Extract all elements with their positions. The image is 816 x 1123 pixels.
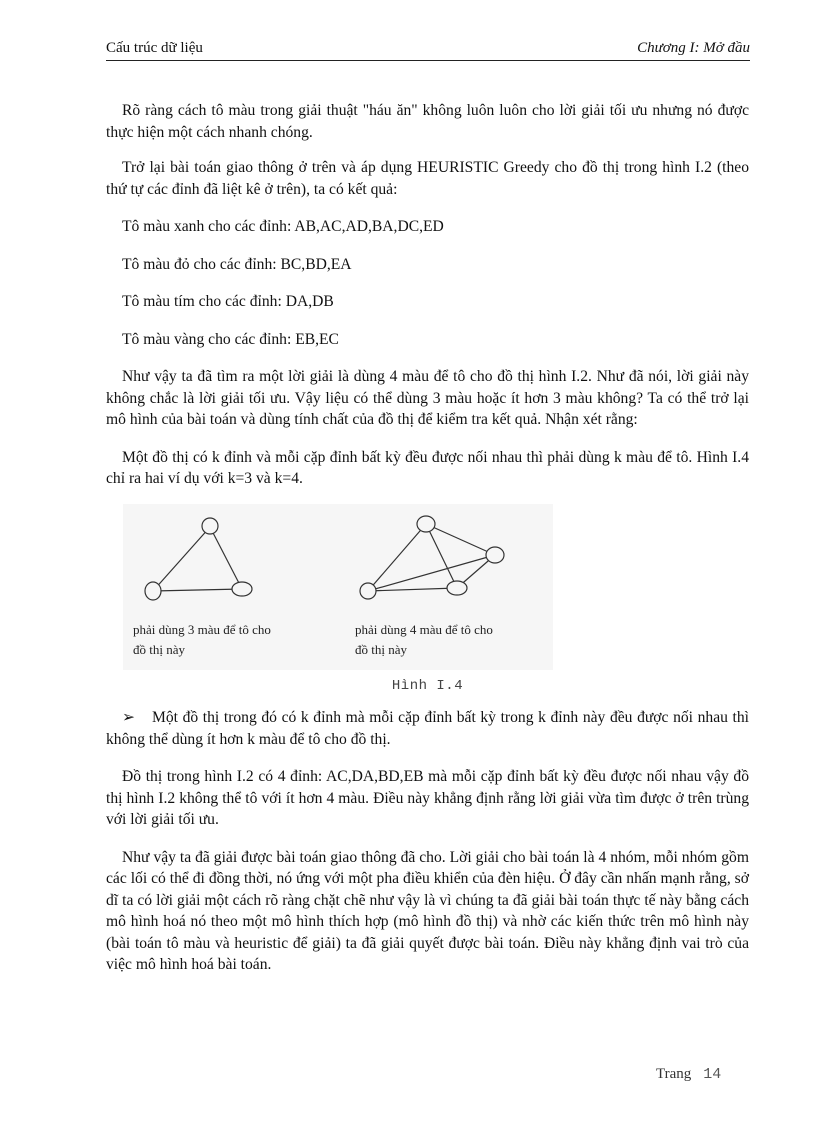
graph-vertex: [145, 582, 161, 600]
page-number: 14: [703, 1066, 722, 1083]
page-footer: [656, 1066, 721, 1083]
paragraph: Tô màu xanh cho các đỉnh: AB,AC,AD,BA,DC,ED: [122, 218, 444, 235]
graph-vertex: [417, 516, 435, 532]
paragraph: Tô màu tím cho các đỉnh: DA,DB: [122, 293, 334, 310]
bullet-text: Một đồ thị trong đó có k đỉnh mà mỗi cặp đỉnh bất kỳ trong k đỉnh này đều được nối nhau thì không thể dùng ít hơn k màu để tô cho đồ thị.: [106, 709, 749, 748]
paragraph: Như vậy ta đã tìm ra một lời giải là dùng 4 màu để tô cho đồ thị hình I.2. Như đã nói, lời giải này không chắc là lời giải tối ưu. Vậy liệu có thể dùng 3 màu hoặc ít hơn 3 màu không? Ta có thể trở lại mô hình của bài toán và dùng tính chất của đồ thị để kiểm tra kết quả. Nhận xét rằng:: [106, 368, 749, 428]
caption-line: phải dùng 3 màu để tô cho: [133, 621, 271, 637]
page-label: Trang: [656, 1066, 692, 1082]
page-content: [106, 100, 749, 976]
paragraph: Tô màu đỏ cho các đỉnh: BC,BD,EA: [122, 255, 352, 273]
graph-edge: [426, 524, 457, 588]
header-chapter: Chương I: Mở đầu: [637, 40, 750, 56]
paragraph: Trở lại bài toán giao thông ở trên và áp dụng HEURISTIC Greedy cho đồ thị trong hình I.2 (theo thứ tự các đỉnh đã liệt kê ở trên), ta có kết quả:: [106, 159, 749, 198]
graph-edge: [368, 555, 495, 591]
graph-edge: [153, 589, 242, 591]
page-header: [106, 38, 750, 61]
caption-line: đồ thị này: [355, 641, 407, 657]
graph-vertex: [202, 518, 218, 534]
paragraph: Tô màu vàng cho các đỉnh: EB,EC: [122, 330, 339, 348]
graph-vertex: [360, 583, 376, 599]
graph-edge: [426, 524, 495, 555]
caption-line: phải dùng 4 màu để tô cho: [355, 621, 493, 637]
graph-vertex: [447, 581, 467, 595]
arrow-bullet-icon: ➢: [122, 709, 136, 726]
graph-edge: [368, 588, 457, 591]
bullet-paragraph: [106, 707, 749, 750]
paragraph: Một đồ thị có k đỉnh và mỗi cặp đỉnh bất kỳ đều được nối nhau thì phải dùng k màu để tô. Hình I.4 chỉ ra hai ví dụ với k=3 và k=4.: [106, 448, 749, 487]
header-title: Cấu trúc dữ liệu: [106, 40, 203, 56]
figure-caption-right: [355, 620, 493, 660]
graph-edge: [210, 527, 242, 589]
graph-edge: [368, 524, 426, 591]
figure-caption-left: [133, 620, 271, 660]
graph-edge: [153, 527, 210, 591]
caption-line: đồ thị này: [133, 641, 185, 657]
paragraph: Đồ thị trong hình I.2 có 4 đỉnh: AC,DA,BD,EB mà mỗi cặp đỉnh bất kỳ đều được nối nhau vậy đồ thị hình I.2 không thể tô với ít hơn 4 màu. Điều này khẳng định rằng lời giải vừa tìm được ở trên trùng với lời giải tối ưu.: [106, 768, 749, 828]
paragraph: Như vậy ta đã giải được bài toán giao thông đã cho. Lời giải cho bài toán là 4 nhóm, mỗi nhóm gồm các lối có thể đi đồng thời, nó ứng với một pha điều khiển của đèn hiệu. Ở đây cần nhấn mạnh rằng, sở dĩ ta có lời giải một cách rõ ràng chặt chẽ như vậy là vì chúng ta đã giải bài toán thực tế này bằng cách mô hình hoá nó theo một mô hình thích hợp (mô hình đồ thị) và nhờ các kiến thức trên mô hình này (bài toán tô màu và heuristic để giải) ta đã giải quyết được bài toán. Điều này khẳng định vai trò của việc mô hình hoá bài toán.: [106, 848, 749, 973]
graph-vertex: [486, 547, 504, 563]
graph-vertex: [232, 582, 252, 596]
paragraph: Rõ ràng cách tô màu trong giải thuật "háu ăn" không luôn luôn cho lời giải tối ưu nhưng nó được thực hiện một cách nhanh chóng.: [106, 102, 749, 141]
figure-label: Hình I.4: [391, 677, 464, 694]
figure-graphs: [123, 504, 553, 670]
